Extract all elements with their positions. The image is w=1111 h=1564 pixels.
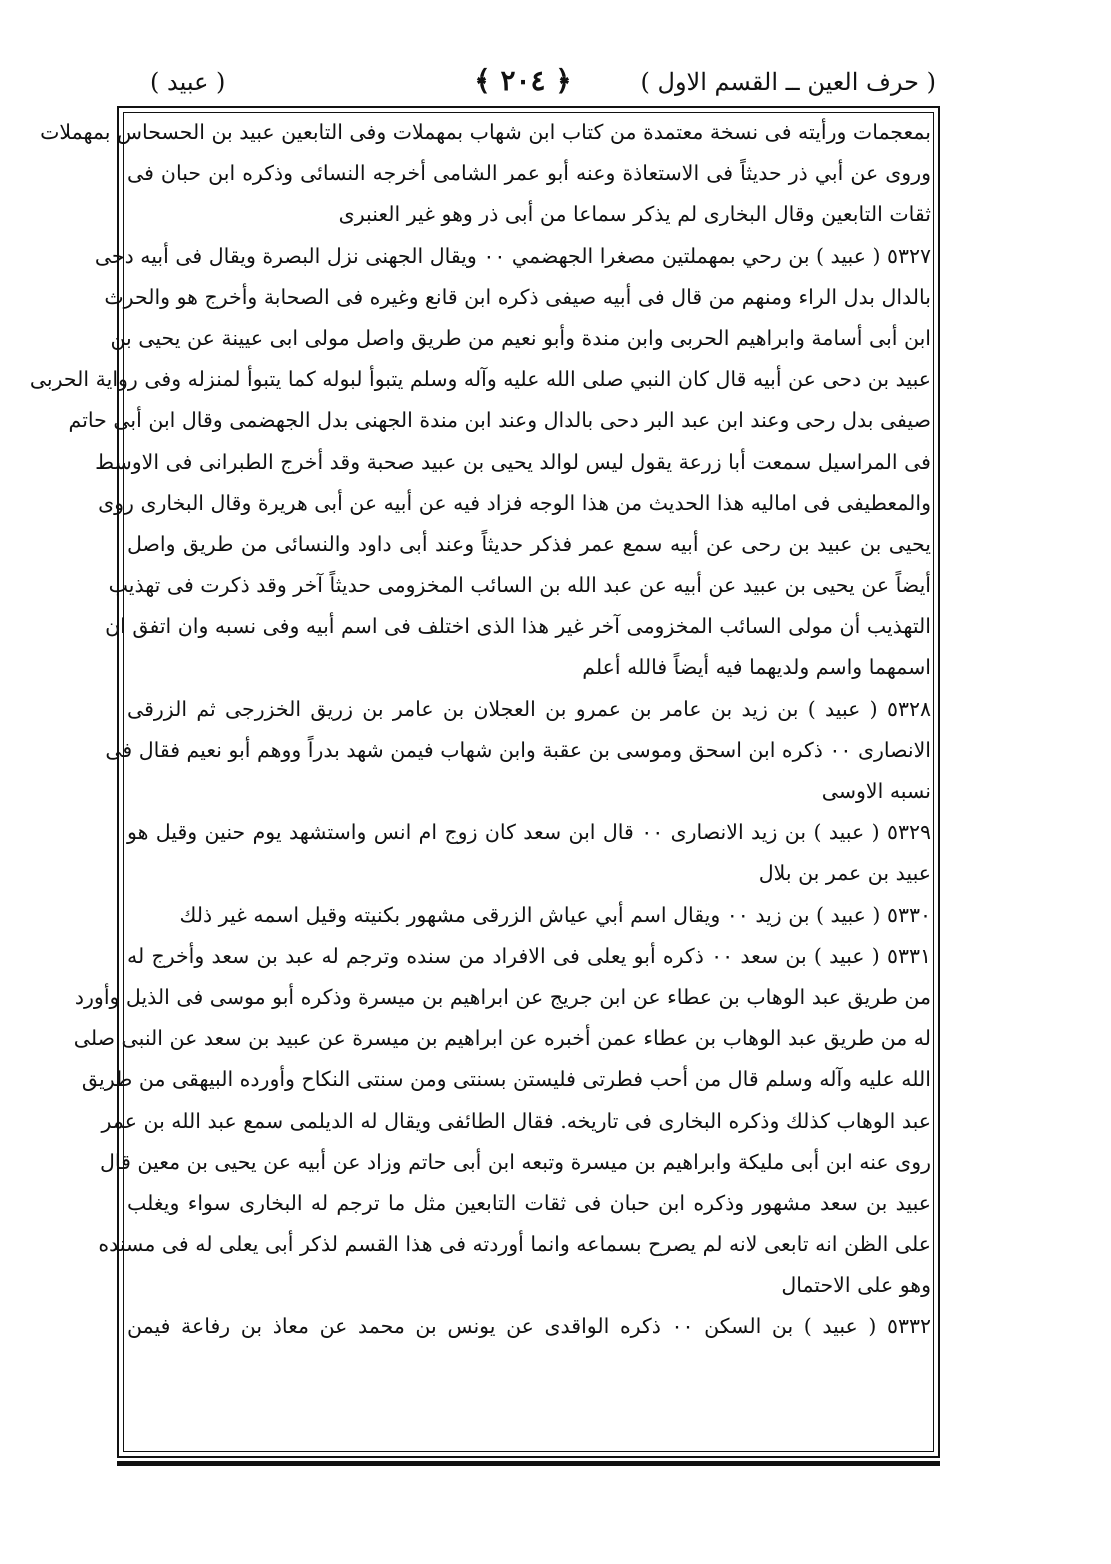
text-line: صيفى بدل رحى وعند ابن عبد البر دحى بالدال وعند ابن مندة الجهنى بدل الجهضمى وقال ابن أبى حاتم bbox=[68, 408, 931, 433]
text-line: ٥٣٣٢ ( عبيد ) بن السكن ٠٠ ذكره الواقدى عن يونس بن محمد عن معاذ بن رفاعة فيمن bbox=[127, 1314, 931, 1339]
text-line: ابن أبى أسامة وابراهيم الحربى وابن مندة وأبو نعيم من طريق واصل مولى ابى عيينة عن يحيى بن bbox=[110, 325, 931, 350]
text-line: بالدال بدل الراء ومنهم من قال فى أبيه صيفى ذكره ابن قانع وغيره فى الصحابة وأخرج هو والحرث bbox=[104, 284, 931, 309]
chapter-title: ( حرف العين ــ القسم الاول ) bbox=[640, 68, 936, 96]
text-line: ٥٣٣٠ ( عبيد ) بن زيد ٠٠ ويقال اسم أبي عياش الزرقى مشهور بكنيته وقيل اسمه غير ذلك bbox=[179, 902, 931, 927]
text-line: عبيد بن سعد مشهور وذكره ابن حبان فى ثقات التابعين مثل ما ترجم له البخارى سواء ويغلب bbox=[127, 1190, 931, 1215]
text-line: أيضاً عن يحيى بن عبيد عن أبيه عن عبد الله بن السائب المخزومى حديثاً آخر وقد ذكرت فى تهذيب bbox=[108, 573, 931, 598]
text-line: عبيد بن عمر بن بلال bbox=[758, 861, 931, 886]
text-line: بمعجمات ورأيته فى نسخة معتمدة من كتاب ابن شهاب بمهملات وفى التابعين عبيد بن الحسحاس بمهملات bbox=[40, 120, 931, 144]
text-line: يحيى بن عبيد بن رحى عن أبيه سمع عمر فذكر حديثاً وعند أبى داود والنسائى من طريق واصل bbox=[127, 531, 931, 556]
text-line: نسبه الاوسى bbox=[821, 779, 931, 803]
text-line: ٥٣٣١ ( عبيد ) بن سعد ٠٠ ذكره أبو يعلى فى الافراد من سنده وترجم له عبد بن سعد وأخرج له bbox=[127, 943, 931, 968]
text-line: اسمهما واسم ولديهما فيه أيضاً فالله أعلم bbox=[582, 655, 931, 680]
text-line: الانصارى ٠٠ ذكره ابن اسحق وموسى بن عقبة وابن شهاب فيمن شهد بدراً ووهم أبو نعيم فقال فى bbox=[105, 737, 931, 762]
page-number: ﴿ ٢٠٤ ﴾ bbox=[474, 64, 572, 97]
text-line: وروى عن أبي ذر حديثاً فى الاستعاذة وعنه أبو عمر الشامى أخرجه النسائى وذكره ابن حبان فى bbox=[127, 161, 931, 186]
body-text bbox=[29, 112, 935, 1348]
text-line: من طريق عبد الوهاب بن عطاء عن ابن جريج عن ابراهيم بن ميسرة وذكره أبو موسى فى الذيل وأورد bbox=[74, 984, 931, 1009]
text-line: روى عنه ابن أبى مليكة وابراهيم بن ميسرة وتبعه ابن أبى حاتم وزاد عن أبيه عن يحيى بن معين قال bbox=[99, 1149, 931, 1174]
entry-name: ( عبيد ) bbox=[150, 68, 226, 96]
text-line: على الظن انه تابعى لانه لم يصرح بسماعه وانما أوردته فى هذا القسم لذكر أبى يعلى له فى مسنده bbox=[98, 1232, 931, 1257]
text-line: ثقات التابعين وقال البخارى لم يذكر سماعا من أبى ذر وهو غير العنبرى bbox=[338, 202, 931, 227]
text-line: له من طريق عبد الوهاب بن عطاء عمن أخبره عن ابراهيم بن ميسرة عن عبيد بن سعد عن النبى صلى bbox=[73, 1026, 931, 1051]
text-line: وهو على الاحتمال bbox=[781, 1273, 931, 1298]
text-line: فى المراسيل سمعت أبا زرعة يقول ليس لوالد يحيى بن عبيد صحبة وقد أخرج الطبرانى فى الاوسط bbox=[95, 449, 931, 474]
text-line: والمعطيفى فى اماليه هذا الحديث من هذا الوجه فزاد فيه عن أبيه عن أبى هريرة وقال البخارى روى bbox=[98, 490, 931, 515]
text-line: عبيد بن دحى عن أبيه قال كان النبي صلى الله عليه وآله وسلم يتبوأ لبوله كما يتبوأ لمنزله وفى رواية الحربى bbox=[29, 367, 931, 392]
text-line: ٥٣٢٧ ( عبيد ) بن رحي بمهملتين مصغرا الجهضمي ٠٠ ويقال الجهنى نزل البصرة ويقال فى أبيه دحى bbox=[94, 243, 931, 268]
text-line: عبد الوهاب كذلك وذكره البخارى فى تاريخه. فقال الطائفى ويقال له الديلمى سمع عبد الله بن عمر bbox=[101, 1108, 931, 1133]
text-line: ٥٣٢٨ ( عبيد ) بن زيد بن عامر بن عمرو بن العجلان بن عامر بن زريق الخزرجى ثم الزرقى bbox=[127, 696, 931, 721]
text-line: التهذيب أن مولى السائب المخزومى آخر غير هذا الذى اختلف فى اسم أبيه وفى نسبه وان اتفق ان bbox=[105, 614, 931, 639]
text-line: الله عليه وآله وسلم قال من أحب فطرتى فليستن بسنتى ومن سنتى النكاح وأورده البيهقى من طريق bbox=[81, 1067, 931, 1092]
text-line: ٥٣٢٩ ( عبيد ) بن زيد الانصارى ٠٠ قال ابن سعد كان زوج ام انس واستشهد يوم حنين وقيل هو bbox=[127, 820, 931, 845]
page-header bbox=[110, 64, 936, 108]
